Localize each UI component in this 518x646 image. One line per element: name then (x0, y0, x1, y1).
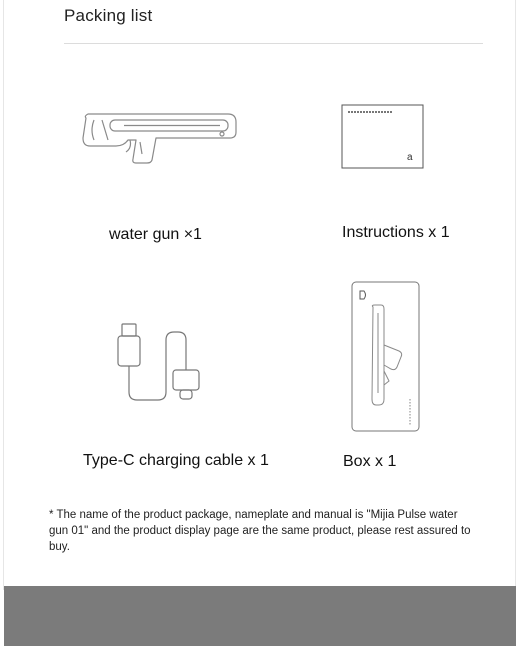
item-label-water-gun: water gun ×1 (109, 226, 202, 243)
title-divider (64, 43, 483, 44)
item-label-instructions: Instructions x 1 (342, 224, 450, 241)
item-label-type-c-cable: Type-C charging cable x 1 (83, 452, 269, 469)
usb-c-cable-icon (108, 320, 208, 404)
water-gun-icon (80, 108, 240, 166)
section-title: Packing list (64, 6, 153, 25)
footnote: * The name of the product package, nameplate and manual is "Mijia Pulse water gun 01" and the product display page are the same product, please rest assured to buy. (49, 509, 471, 553)
box-icon (351, 281, 421, 433)
bottom-bar (4, 586, 516, 646)
item-label-box: Box x 1 (343, 453, 397, 470)
page-border-right (515, 0, 516, 590)
page-border-left (3, 0, 4, 590)
booklet-mark: a (407, 152, 413, 163)
